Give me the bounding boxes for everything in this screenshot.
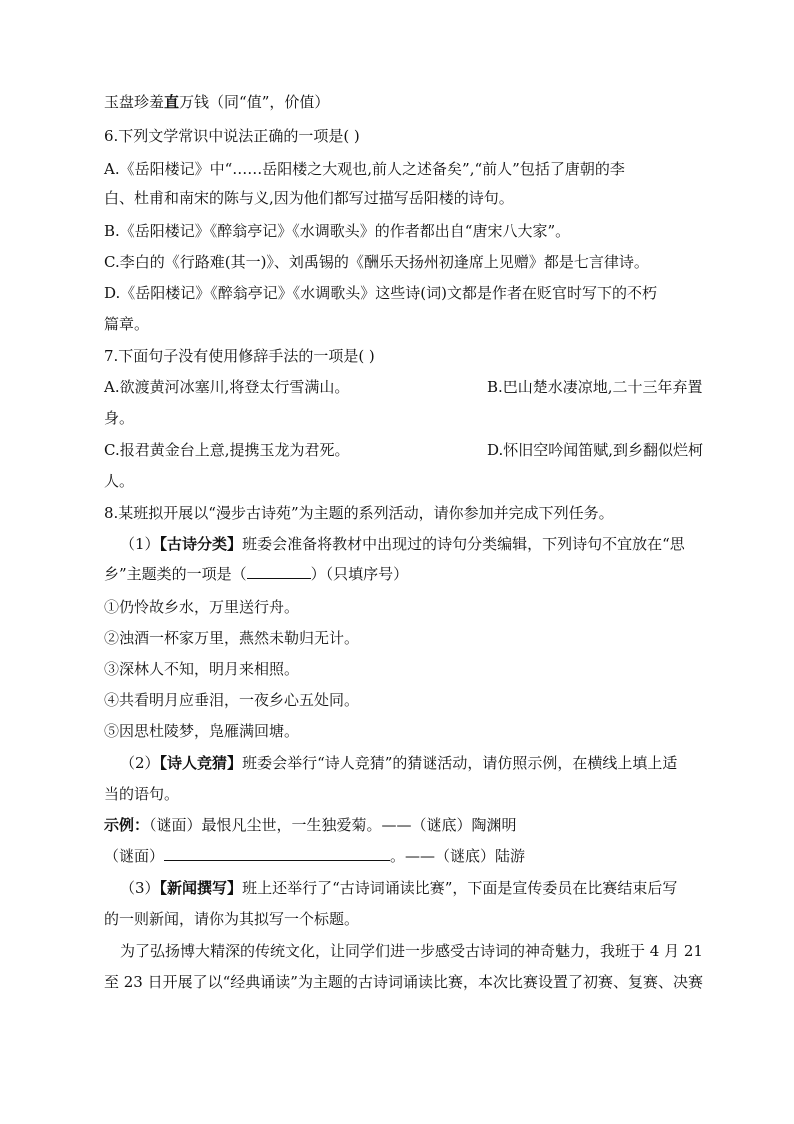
q6-stem: 6.下列文学常识中说法正确的一项是( ): [104, 127, 360, 145]
q6-option-d-line1: D.《岳阳楼记》《醉翁亭记》《水调歌头》这些诗(词)文都是作者在贬官时写下的不朽: [104, 284, 657, 302]
poem-item: ⑤因思杜陵梦，凫雁满回塘。: [104, 722, 300, 740]
fill-label: （谜面）: [104, 847, 165, 865]
annotation-text-pre: 玉盘珍羞: [104, 93, 165, 111]
annotation-line: [104, 92, 329, 112]
annotation-bold-char: 直: [164, 93, 180, 111]
q8-task2-line2: 当的语句。: [104, 785, 180, 803]
q7-option-a: A.欲渡黄河冰塞川,将登太行雪满山。: [104, 378, 350, 396]
task-text: 班上还举行了“古诗词诵读比赛”，下面是宣传委员在比赛结束后写: [242, 879, 678, 897]
q8-task2-line1: [120, 753, 677, 773]
q8-stem: 8.某班拟开展以“漫步古诗苑”为主题的系列活动，请你参加并完成下列任务。: [104, 504, 614, 522]
poem-item: ③深林人不知，明月来相照。: [104, 660, 300, 678]
task-number: （2）: [120, 754, 160, 772]
q6-option-a-line1: A.《岳阳楼记》中“……岳阳楼之大观也,前人之述备矣”,“前人”包括了唐朝的李: [104, 160, 625, 178]
example-line: [104, 815, 517, 835]
q7-option-b-line1: B.巴山楚水凄凉地,二十三年弃置: [487, 378, 703, 396]
answer-blank[interactable]: [164, 846, 390, 861]
news-paragraph-line2: 至 23 日开展了以“经典诵读”为主题的古诗词诵读比赛，本次比赛设置了初赛、复赛、决赛: [104, 973, 703, 991]
task-text: 班委会准备将教材中出现过的诗句分类编辑，下列诗句不宜放在“思: [242, 535, 685, 553]
poem-item: ②浊酒一杯家万里，燕然未勒归无计。: [104, 629, 360, 647]
q6-option-c: C.李白的《行路难(其一)》、刘禹锡的《酬乐天扬州初逢席上见赠》都是七言律诗。: [104, 253, 649, 271]
q6-option-d-line2: 篇章。: [104, 315, 150, 333]
q7-option-d-line1: D.怀旧空吟闻笛赋,到乡翻似烂柯: [487, 441, 704, 459]
q6-option-b: B.《岳阳楼记》《醉翁亭记》《水调歌头》的作者都出自“唐宋八大家”。: [104, 222, 571, 240]
news-paragraph-line1: 为了弘扬博大精深的传统文化，让同学们进一步感受古诗词的神奇魅力，我班于 4 月 21: [120, 942, 703, 960]
fill-text: 。——（谜底）陆游: [390, 847, 526, 865]
fill-line: [104, 846, 525, 866]
task-text: 乡”主题类的一项是（: [104, 565, 247, 583]
task-tag: 【古诗分类】: [159, 535, 243, 553]
q8-task3-line2: 的一则新闻，请你为其拟写一个标题。: [104, 910, 360, 928]
q8-task1-line2: [104, 564, 408, 584]
task-number: （1）: [120, 535, 160, 553]
q7-stem: 7.下面句子没有使用修辞手法的一项是( ): [104, 347, 375, 365]
task-text: ）（只填序号）: [310, 565, 409, 583]
example-text: （谜面）最恨凡尘世，一生独爱菊。——（谜底）陶渊明: [149, 816, 517, 834]
poem-item: ④共看明月应垂泪，一夜乡心五处同。: [104, 691, 360, 709]
q7-option-b-line2: 身。: [104, 409, 135, 427]
q6-option-a-line2: 白、杜甫和南宋的陈与义,因为他们都写过描写岳阳楼的诗句。: [104, 189, 514, 207]
q8-task3-line1: [120, 878, 677, 898]
task-number: （3）: [120, 879, 160, 897]
example-label: 示例：: [104, 816, 150, 834]
task-text: 班委会举行“诗人竞猜”的猜谜活动，请仿照示例，在横线上填上适: [242, 754, 678, 772]
q7-option-c: C.报君黄金台上意,提携玉龙为君死。: [104, 441, 350, 459]
answer-blank[interactable]: [247, 564, 311, 579]
poem-item: ①仍怜故乡水，万里送行舟。: [104, 598, 300, 616]
q7-option-d-line2: 人。: [104, 472, 135, 490]
q8-task1-line1: [120, 534, 685, 554]
annotation-text-post: 万钱（同“值”，价值）: [179, 93, 330, 111]
task-tag: 【诗人竞猜】: [159, 754, 243, 772]
task-tag: 【新闻撰写】: [159, 879, 243, 897]
